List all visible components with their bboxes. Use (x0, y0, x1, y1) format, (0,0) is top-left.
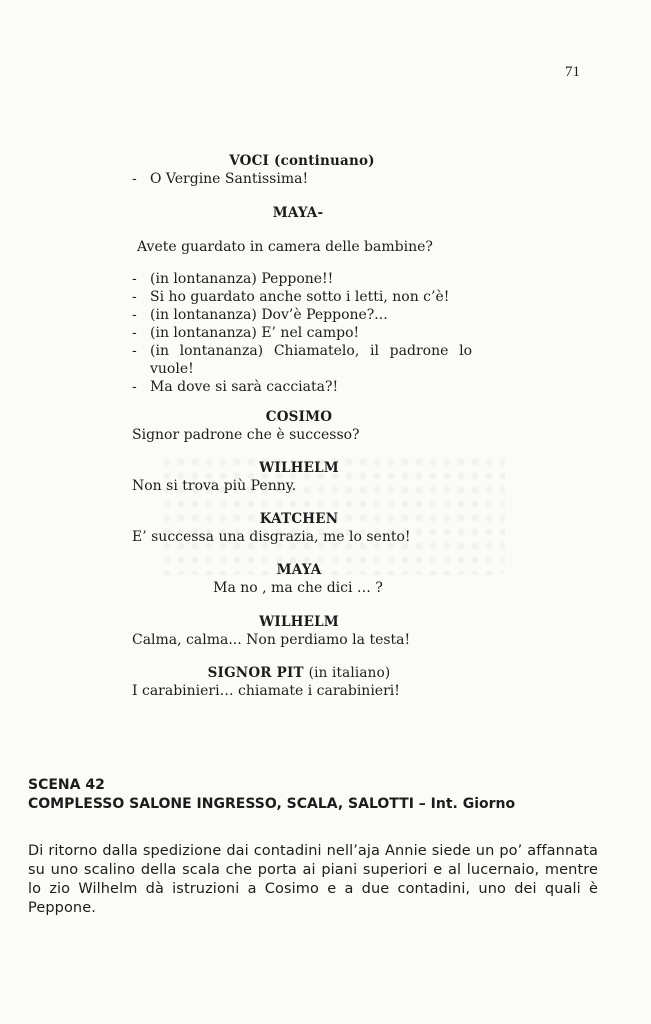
scene-description: Di ritorno dalla spedizione dai contadini nell’aja Annie siede un po’ affannata su uno scalino della scala che porta ai piani superiori e al lucernaio, mentre lo zio Wilhelm dà istruzioni a Cosimo e a due contadini, uno dei quali è Peppone. (28, 843, 598, 916)
page-number: 71 (565, 64, 580, 80)
character-name: SIGNOR PIT (207, 665, 304, 681)
dialogue-line: I carabinieri… chiamate i carabinieri! (132, 683, 400, 699)
dialogue-line: - O Vergine Santissima! (132, 170, 472, 188)
character-wilhelm: WILHELM (259, 614, 339, 630)
script-block (132, 150, 472, 700)
dialogue-line: - Si ho guardato anche sotto i letti, non c’è! (132, 288, 472, 306)
scene-location: COMPLESSO SALONE INGRESSO, SCALA, SALOTTI – Int. Giorno (28, 796, 516, 812)
dialogue-line: Avete guardato in camera delle bambine? (137, 239, 433, 255)
dialogue-line: E’ successa una disgrazia, me lo sento! (132, 529, 411, 545)
scene-heading (28, 776, 588, 814)
dialogue-list-voci (132, 170, 472, 188)
dialogue-line: - (in lontananza) Dov’è Peppone?... (132, 306, 472, 324)
character-cosimo: COSIMO (265, 409, 333, 425)
character-maya: MAYA (276, 562, 322, 578)
dialogue-line: - (in lontananza) Peppone!! (132, 270, 472, 288)
dialogue-line: Non si trova più Penny. (132, 478, 297, 494)
dialogue-line: - (in lontananza) E’ nel campo! (132, 324, 472, 342)
character-maya: MAYA- (272, 205, 324, 221)
stage-direction: (in italiano) (308, 665, 391, 681)
scene-number: SCENA 42 (28, 777, 105, 793)
character-katchen: KATCHEN (259, 511, 339, 527)
character-wilhelm: WILHELM (259, 460, 339, 476)
dialogue-line: Signor padrone che è successo? (132, 427, 360, 443)
character-signor-pit (126, 664, 472, 682)
dialogue-line: - (in lontananza) Chiamatelo, il padrone lo vuole! (132, 342, 472, 378)
dialogue-line: - Ma dove si sarà cacciata?! (132, 378, 472, 396)
dialogue-list-maya (132, 270, 472, 396)
character-voci: VOCI (continuano) (229, 153, 375, 169)
dialogue-line: Ma no , ma che dici … ? (213, 580, 383, 596)
dialogue-line: Calma, calma... Non perdiamo la testa! (132, 632, 411, 648)
